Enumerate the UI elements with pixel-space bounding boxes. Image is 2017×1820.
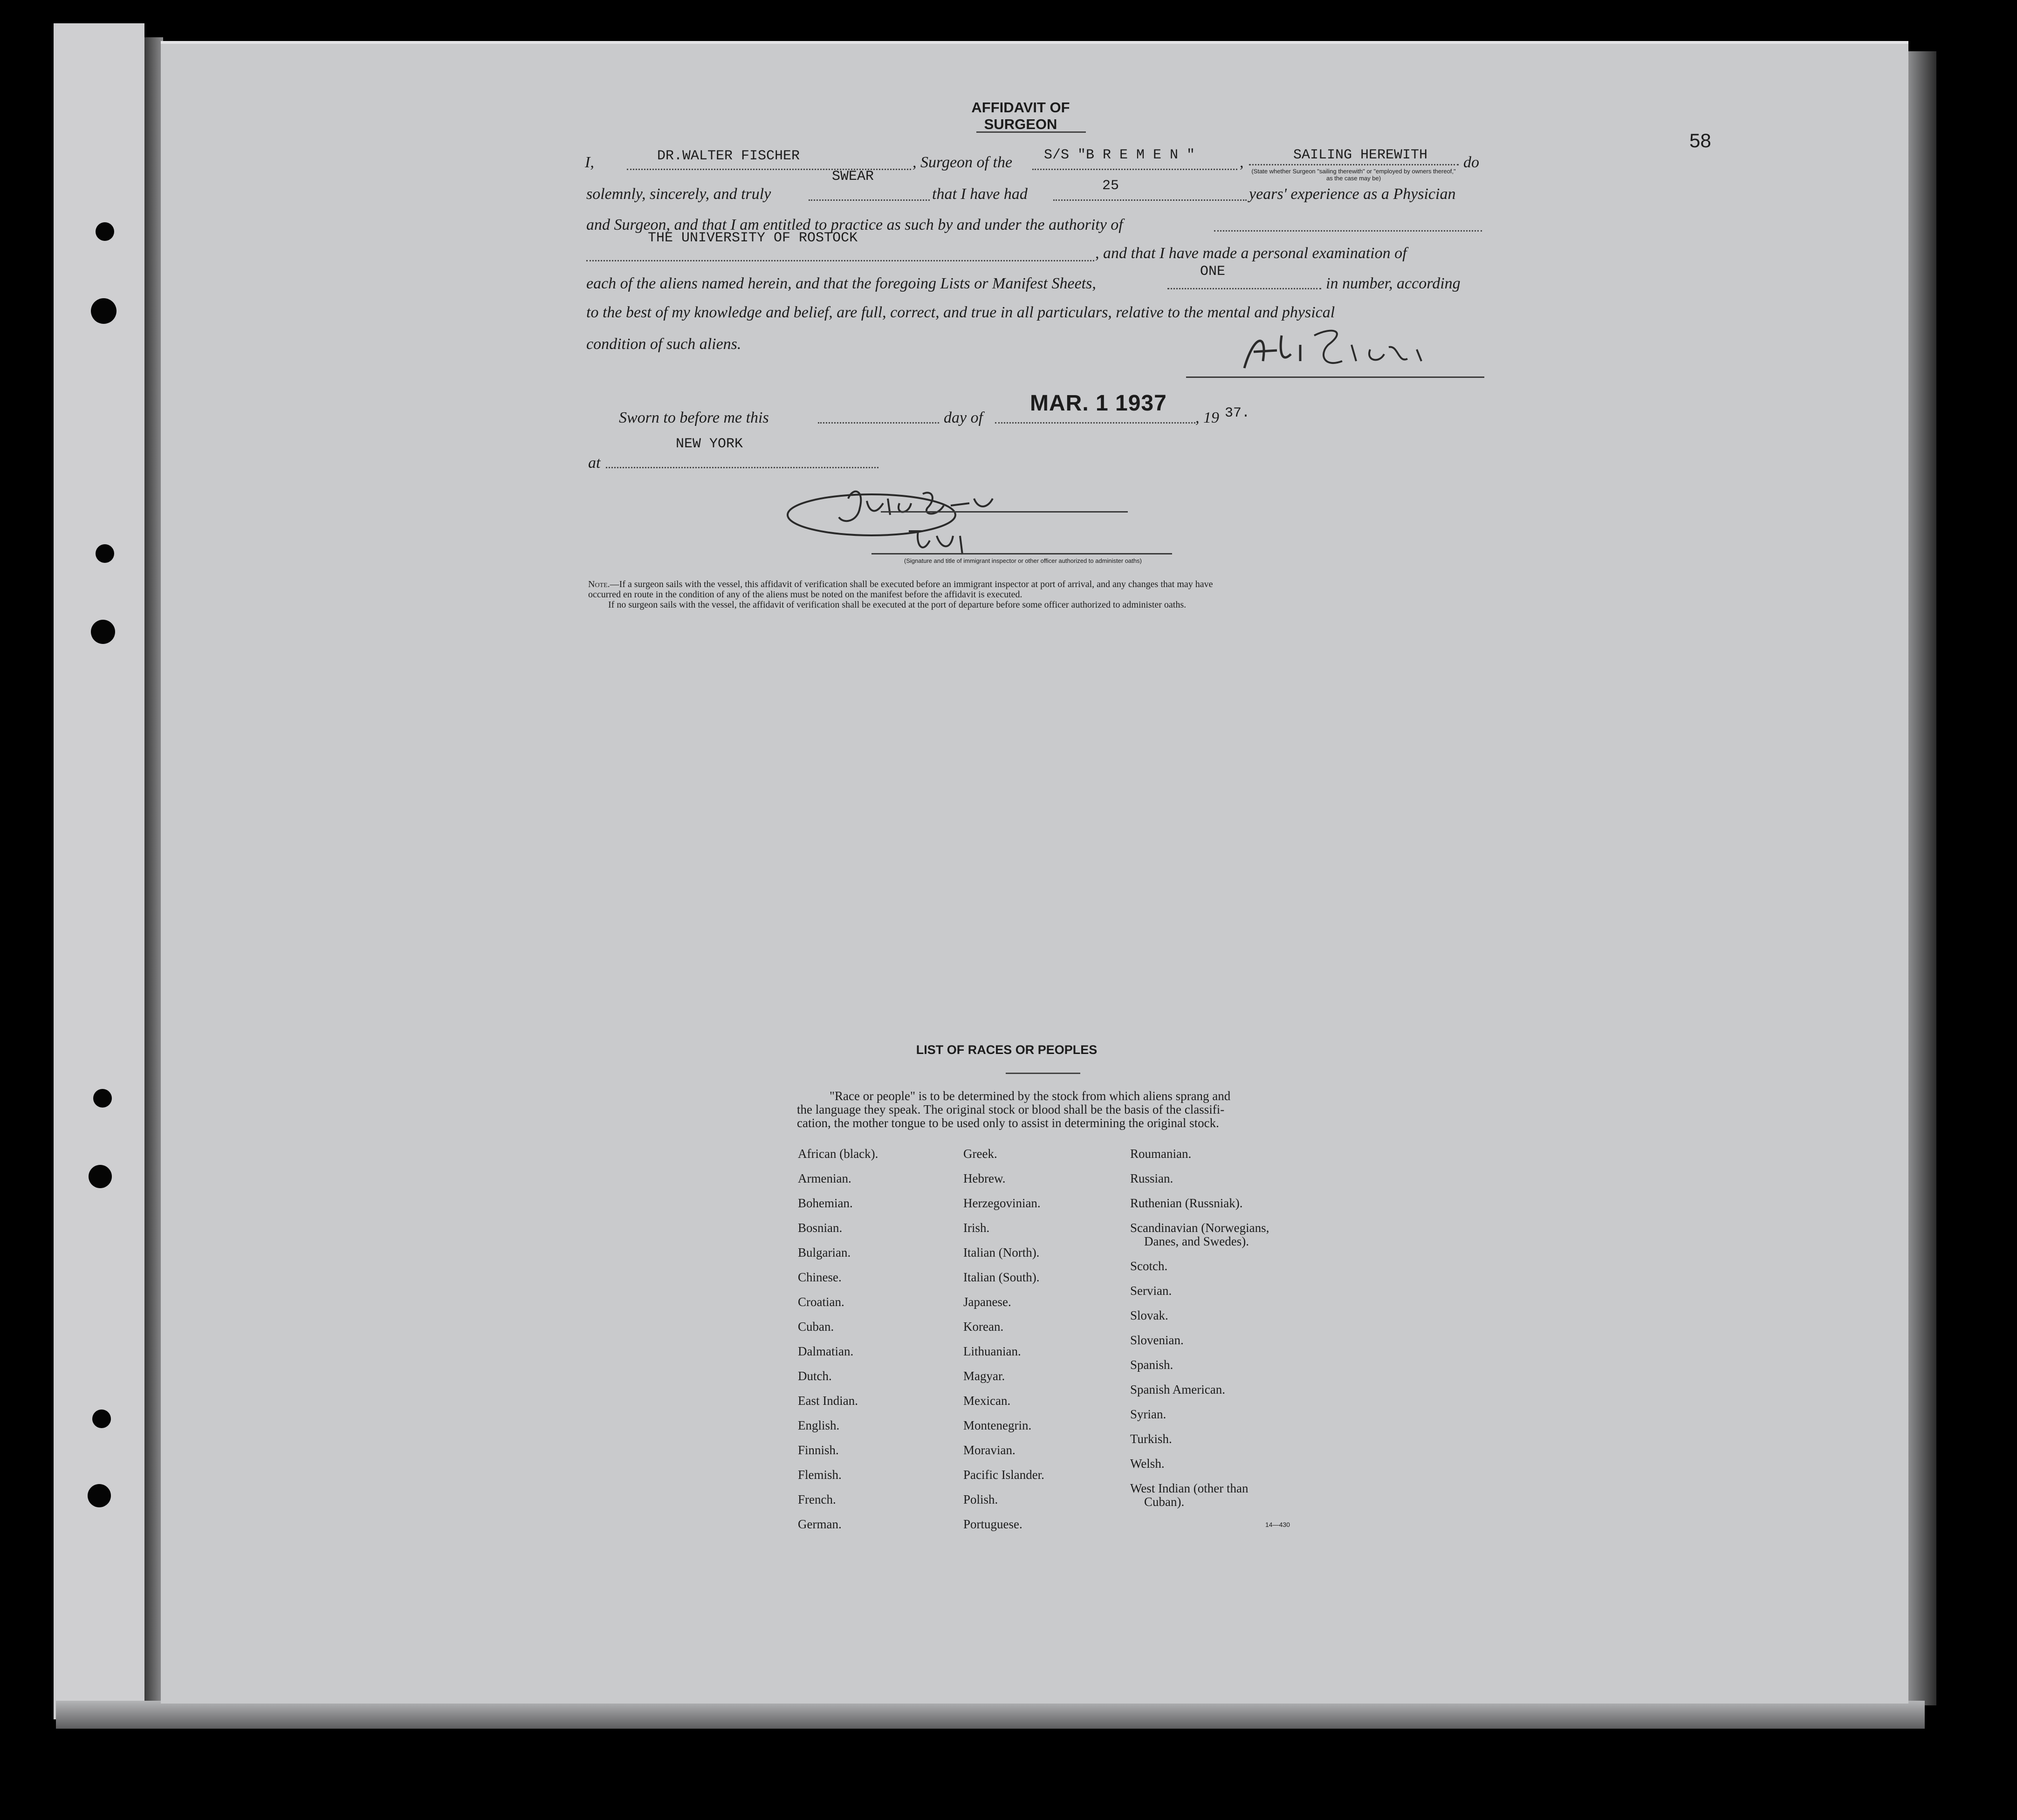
dotted-line — [995, 422, 1195, 424]
race-item — [963, 1271, 1039, 1284]
race-item — [1130, 1432, 1172, 1446]
race-item — [963, 1369, 1005, 1383]
dotted-line — [1032, 169, 1237, 170]
race-item — [1130, 1309, 1168, 1322]
title-rule — [976, 131, 1086, 133]
sailing-status: SAILING HEREWITH — [1293, 147, 1428, 163]
punch-hole — [93, 1089, 112, 1108]
race-item-line: German. — [798, 1517, 842, 1531]
race-item — [963, 1197, 1041, 1210]
race-item-line: Scotch. — [1130, 1259, 1168, 1273]
punch-hole — [88, 1484, 111, 1507]
affidavit-text: do — [1463, 154, 1479, 171]
race-item — [1130, 1482, 1249, 1509]
intro-line: the language they speak. The original stock or blood shall be the basis of the classifi- — [797, 1102, 1225, 1116]
race-item-line: Cuban. — [798, 1320, 834, 1334]
binding-shadow — [144, 37, 163, 1724]
race-item-line: Flemish. — [798, 1468, 842, 1482]
race-item-line: Bulgarian. — [798, 1245, 851, 1259]
sworn-text: Sworn to before me this — [619, 409, 769, 426]
races-intro — [797, 1089, 1286, 1130]
race-item — [963, 1493, 998, 1506]
affidavit-comma: , — [1240, 154, 1244, 171]
race-item — [798, 1345, 853, 1358]
race-item-line: Russian. — [1130, 1171, 1173, 1185]
note-text: —If a surgeon sails with the vessel, this affidavit of verification shall be executed before an immigrant inspector at port of arrival, and any changes that may have — [610, 579, 1213, 589]
race-item-line: Hebrew. — [963, 1171, 1006, 1185]
binding-strip — [54, 23, 144, 1719]
at-label: at — [588, 454, 601, 472]
surgeon-name: DR.WALTER FISCHER — [657, 148, 800, 164]
race-item — [798, 1221, 842, 1235]
race-item — [1130, 1259, 1167, 1273]
manifest-count: ONE — [1200, 264, 1226, 280]
affidavit-lead: I, — [585, 154, 594, 171]
affidavit-text: each of the aliens named herein, and that the foregoing Lists or Manifest Sheets, — [586, 275, 1096, 292]
race-item-line: Pacific Islander. — [963, 1468, 1044, 1482]
race-item-line: Portuguese. — [963, 1517, 1022, 1531]
race-item-line: Chinese. — [798, 1270, 842, 1284]
race-item-line: Italian (North). — [963, 1245, 1040, 1259]
affidavit-text: solemnly, sincerely, and truly — [586, 185, 771, 203]
race-item-line: Spanish. — [1130, 1358, 1173, 1372]
race-item — [798, 1320, 834, 1334]
race-item — [798, 1246, 851, 1259]
race-item-line: Mexican. — [963, 1394, 1011, 1408]
date-stamp: MAR. 1 1937 — [1030, 391, 1167, 416]
dotted-line — [586, 260, 1094, 261]
race-item — [1130, 1197, 1242, 1210]
note-line3: If no surgeon sails with the vessel, the affidavit of verification shall be executed at the port of departure before some officer authorized to administer oaths. — [608, 600, 1187, 610]
inspector-title-line — [871, 553, 1172, 554]
race-item — [963, 1419, 1031, 1432]
race-item — [1130, 1221, 1269, 1248]
races-title-rule — [1006, 1073, 1080, 1074]
vessel-name: S/S "B R E M E N " — [1044, 147, 1195, 163]
years-experience: 25 — [1102, 178, 1119, 194]
race-item — [1130, 1284, 1172, 1298]
dotted-line — [1249, 164, 1459, 165]
signature-caption: (Signature and title of immigrant inspector or other officer authorized to administer oaths) — [904, 557, 1142, 564]
race-item — [798, 1271, 842, 1284]
punch-hole — [96, 222, 114, 241]
affidavit-text: years' experience as a Physician — [1249, 185, 1456, 203]
race-item — [798, 1197, 853, 1210]
sworn-text: day of — [944, 409, 983, 426]
races-title: LIST OF RACES OR PEOPLES — [916, 1043, 1098, 1057]
race-item — [963, 1246, 1039, 1259]
sworn-place: NEW YORK — [676, 436, 743, 452]
affidavit-text: condition of such aliens. — [586, 335, 741, 353]
page-top-edge — [161, 41, 1908, 44]
race-item — [963, 1468, 1044, 1482]
race-item-line: Roumanian. — [1130, 1147, 1192, 1161]
race-item-line: Bosnian. — [798, 1221, 843, 1235]
race-item-line: Slovenian. — [1130, 1333, 1184, 1347]
race-item — [1130, 1334, 1184, 1347]
race-item-line: Armenian. — [798, 1171, 851, 1185]
punch-hole — [91, 298, 117, 324]
race-item-line: Lithuanian. — [963, 1344, 1021, 1358]
licensing-authority: THE UNIVERSITY OF ROSTOCK — [648, 230, 858, 246]
note-lead: Note. — [588, 579, 610, 589]
race-item-line: Montenegrin. — [963, 1418, 1032, 1432]
race-item-line: Finnish. — [798, 1443, 839, 1457]
race-item — [798, 1394, 858, 1408]
page-number: 58 — [1689, 130, 1711, 151]
race-item-line: Irish. — [963, 1221, 990, 1235]
race-item-line: Turkish. — [1130, 1432, 1172, 1446]
race-item — [798, 1172, 851, 1185]
race-item-line: Italian (South). — [963, 1270, 1040, 1284]
race-item-line: Danes, and Swedes). — [1144, 1234, 1249, 1248]
race-item — [1130, 1147, 1191, 1161]
race-item — [1130, 1408, 1166, 1421]
race-item-line: Welsh. — [1130, 1457, 1165, 1471]
race-item — [798, 1468, 842, 1482]
race-item-line: Magyar. — [963, 1369, 1005, 1383]
race-item — [963, 1295, 1011, 1309]
intro-line: cation, the mother tongue to be used only to assist in determining the original stock. — [797, 1116, 1219, 1130]
surgeon-signature — [1230, 317, 1454, 382]
race-item — [798, 1369, 832, 1383]
affidavit-text: in number, according — [1326, 275, 1461, 292]
race-item — [963, 1394, 1010, 1408]
race-item-line: Slovak. — [1130, 1308, 1168, 1322]
race-item — [963, 1444, 1015, 1457]
race-item-line: Herzegovinian. — [963, 1196, 1041, 1210]
race-item-line: English. — [798, 1418, 840, 1432]
race-item-line: Moravian. — [963, 1443, 1015, 1457]
race-item-line: Dalmatian. — [798, 1344, 854, 1358]
race-item-line: Korean. — [963, 1320, 1004, 1334]
race-item-line: Dutch. — [798, 1369, 832, 1383]
race-item-line: Servian. — [1130, 1284, 1172, 1298]
race-item-line: Bohemian. — [798, 1196, 853, 1210]
affidavit-text: and Surgeon, and that I am entitled to practice as such by and under the authority of — [586, 216, 1123, 233]
inspector-signature-line — [881, 511, 1128, 513]
punch-hole — [92, 1409, 111, 1428]
page-bottom-edge — [56, 1701, 1925, 1729]
dotted-line — [1167, 288, 1321, 289]
dotted-line — [606, 467, 878, 468]
affidavit-title: AFFIDAVIT OF SURGEON — [971, 99, 1070, 132]
race-item-line: East Indian. — [798, 1394, 858, 1408]
sailing-note: (State whether Surgeon "sailing therewith" or "employed by owners thereof," as the case may be) — [1251, 168, 1456, 182]
dotted-line — [1214, 230, 1482, 232]
race-item — [1130, 1383, 1225, 1396]
race-item-line: French. — [798, 1492, 836, 1506]
punch-hole — [91, 620, 115, 644]
race-item — [1130, 1358, 1173, 1372]
race-item — [963, 1172, 1005, 1185]
race-item — [798, 1444, 839, 1457]
race-item-line: Syrian. — [1130, 1407, 1166, 1421]
oath-word: SWEAR — [832, 169, 874, 185]
affidavit-text: , and that I have made a personal examination of — [1095, 245, 1407, 262]
affidavit-text: , Surgeon of the — [912, 154, 1013, 171]
note-line2: occurred en route in the condition of any of the aliens must be noted on the manifest before the affidavit is executed. — [588, 589, 1022, 600]
form-number: 14—430 — [1265, 1521, 1290, 1528]
race-item-line: West Indian (other than — [1130, 1481, 1249, 1495]
race-item-line: Cuban). — [1144, 1495, 1185, 1509]
race-item-line: Japanese. — [963, 1295, 1011, 1309]
dotted-line — [818, 422, 939, 424]
race-item-line: Scandinavian (Norwegians, — [1130, 1221, 1269, 1235]
race-item — [798, 1493, 836, 1506]
race-item — [798, 1518, 842, 1531]
race-item-line: Polish. — [963, 1492, 998, 1506]
intro-line: "Race or people" is to be determined by the stock from which aliens sprang and — [830, 1089, 1231, 1103]
sworn-text: , 19 — [1195, 409, 1219, 426]
race-item-line: Greek. — [963, 1147, 997, 1161]
race-item — [798, 1419, 839, 1432]
race-item — [798, 1147, 878, 1161]
affidavit-text: that I have had — [932, 185, 1028, 203]
sworn-year: 37. — [1225, 405, 1250, 421]
race-item-line: African (black). — [798, 1147, 878, 1161]
race-item — [963, 1320, 1003, 1334]
race-item-line: Croatian. — [798, 1295, 844, 1309]
race-item — [1130, 1457, 1165, 1471]
surgeon-signature-line — [1186, 376, 1484, 378]
page-right-edge — [1908, 51, 1936, 1705]
punch-hole — [96, 544, 114, 563]
race-item — [963, 1518, 1022, 1531]
race-item — [798, 1295, 844, 1309]
race-item-line: Spanish American. — [1130, 1382, 1225, 1396]
race-item — [963, 1147, 997, 1161]
note-line1 — [588, 579, 1483, 589]
race-item — [963, 1345, 1021, 1358]
affidavit-text: to the best of my knowledge and belief, are full, correct, and true in all particulars, relative to the mental and physical — [586, 304, 1335, 321]
dotted-line — [1053, 199, 1247, 201]
dotted-line — [809, 199, 930, 201]
race-item — [1130, 1172, 1173, 1185]
race-item-line: Ruthenian (Russniak). — [1130, 1196, 1243, 1210]
punch-hole — [89, 1165, 112, 1188]
race-item — [963, 1221, 989, 1235]
